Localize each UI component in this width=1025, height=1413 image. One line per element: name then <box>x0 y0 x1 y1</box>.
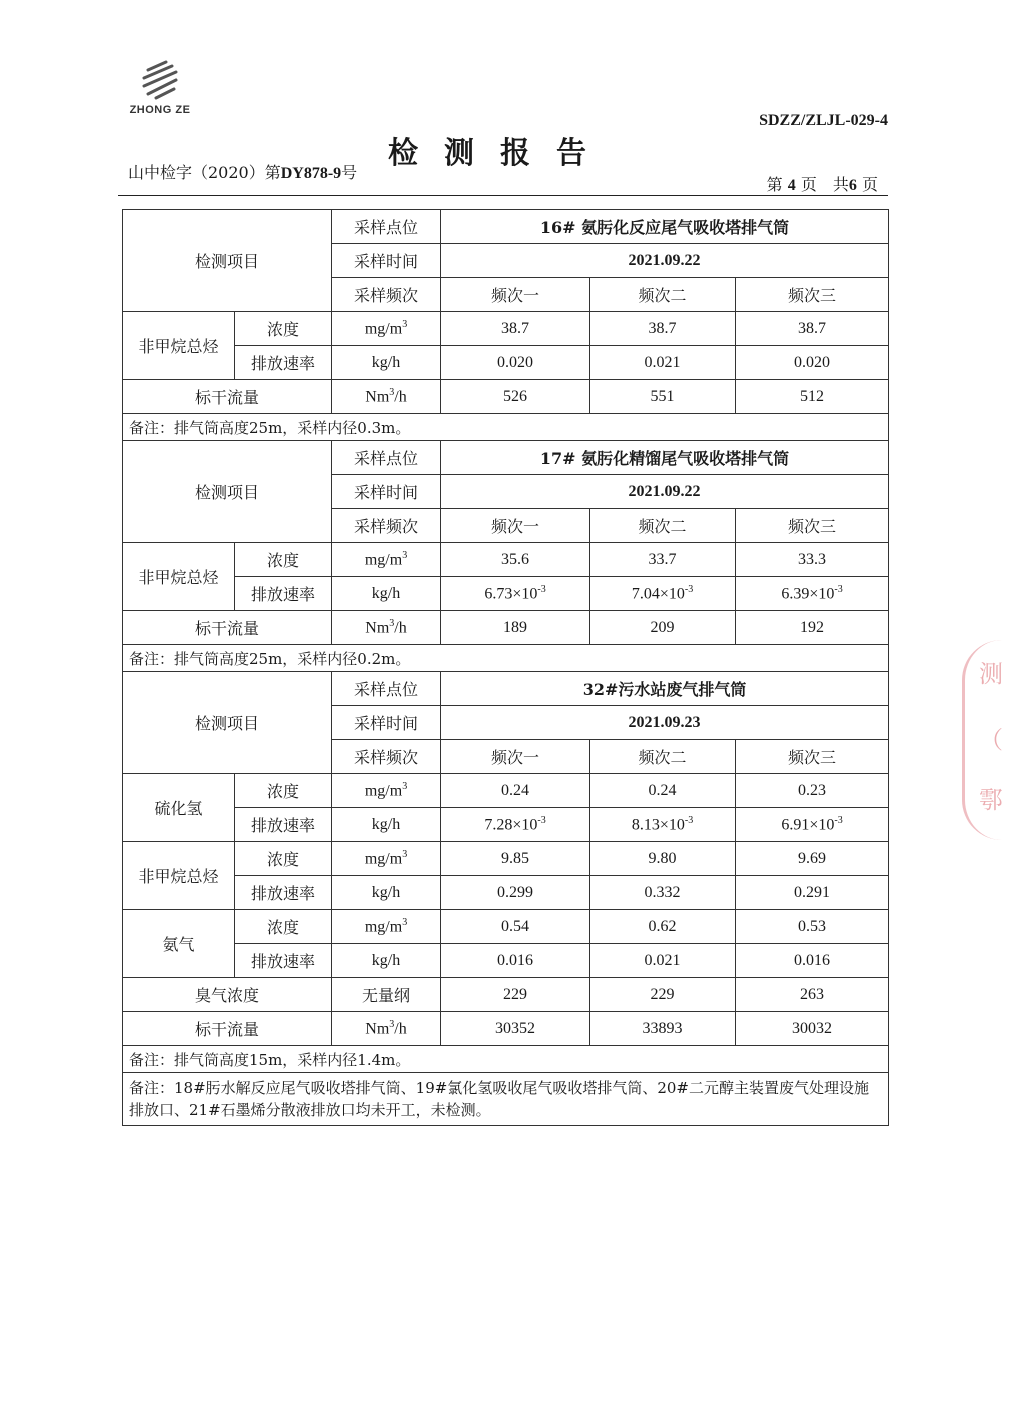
value-cell: 0.24 <box>441 774 590 808</box>
value-cell: 0.016 <box>736 944 889 978</box>
section2-flow-row <box>123 611 889 645</box>
unit-rate: kg/h <box>332 808 441 842</box>
time-label: 采样时间 <box>332 706 441 740</box>
value-cell: 526 <box>441 380 590 414</box>
unit-flow: Nm$^3$/h <box>332 380 441 414</box>
unit-conc: $mg/m^3$ <box>332 543 441 577</box>
flow-label: 标干流量 <box>123 1012 332 1046</box>
section2-nmhc-rate-row <box>123 577 889 611</box>
point-label: 采样点位 <box>332 210 441 244</box>
value-cell: 38.7 <box>590 312 736 346</box>
section1-note: 备注：排气筒高度25m，采样内径0.3m。 <box>123 414 889 441</box>
stamp-char: 测 <box>979 660 1003 688</box>
value-cell: 229 <box>590 978 736 1012</box>
value-cell: 0.24 <box>590 774 736 808</box>
nmhc-label: 非甲烷总烃 <box>123 312 235 380</box>
section1-flow-row <box>123 380 889 414</box>
value-cell: 33893 <box>590 1012 736 1046</box>
conc-label: 浓度 <box>235 312 332 346</box>
conc-label: 浓度 <box>235 774 332 808</box>
item-header: 检测项目 <box>123 210 332 312</box>
round-3-header: 频次三 <box>736 740 889 774</box>
section2-location-row <box>123 441 889 475</box>
value-cell: $6.39\times 10^{-3}$ <box>736 577 889 611</box>
value-cell: 229 <box>441 978 590 1012</box>
value-cell: 209 <box>590 611 736 645</box>
unit-rate: kg/h <box>332 577 441 611</box>
unit-conc: $mg/m^3$ <box>332 842 441 876</box>
section3-flow-row <box>123 1012 889 1046</box>
nmhc-label: 非甲烷总烃 <box>123 543 235 611</box>
value-cell: $7.28\times 10^{-3}$ <box>441 808 590 842</box>
value-cell: 263 <box>736 978 889 1012</box>
rate-label: 排放速率 <box>235 808 332 842</box>
stamp-char: 鄠 <box>979 786 1003 814</box>
value-cell: 30352 <box>441 1012 590 1046</box>
value-cell: 33.7 <box>590 543 736 577</box>
round-1-header: 频次一 <box>441 740 590 774</box>
value-cell: 551 <box>590 380 736 414</box>
value-cell: 35.6 <box>441 543 590 577</box>
section3-nh3-conc-row <box>123 910 889 944</box>
value-cell: 192 <box>736 611 889 645</box>
rate-label: 排放速率 <box>235 346 332 380</box>
round-1-header: 频次一 <box>441 278 590 312</box>
item-header: 检测项目 <box>123 441 332 543</box>
freq-label: 采样频次 <box>332 278 441 312</box>
section3-location: 32#污水站废气排气筒 <box>441 672 889 706</box>
unit-dimensionless: 无量纲 <box>332 978 441 1012</box>
header-divider <box>118 195 888 196</box>
round-2-header: 频次二 <box>590 740 736 774</box>
value-cell: 9.85 <box>441 842 590 876</box>
value-cell: 0.020 <box>736 346 889 380</box>
section1-note-row <box>123 414 889 441</box>
value-cell: $6.91\times 10^{-3}$ <box>736 808 889 842</box>
h2s-label: 硫化氢 <box>123 774 235 842</box>
round-2-header: 频次二 <box>590 509 736 543</box>
value-cell: 0.291 <box>736 876 889 910</box>
nh3-label: 氨气 <box>123 910 235 978</box>
value-cell: 33.3 <box>736 543 889 577</box>
freq-label: 采样频次 <box>332 509 441 543</box>
unit-rate: kg/h <box>332 944 441 978</box>
footer-note-row <box>123 1073 889 1126</box>
value-cell: 38.7 <box>736 312 889 346</box>
conc-label: 浓度 <box>235 910 332 944</box>
value-cell: 0.54 <box>441 910 590 944</box>
value-cell: 9.80 <box>590 842 736 876</box>
value-cell: 30032 <box>736 1012 889 1046</box>
unit-flow: Nm$^3$/h <box>332 1012 441 1046</box>
page-indicator: 第 4 页 共6 页 <box>766 175 878 194</box>
round-3-header: 频次三 <box>736 509 889 543</box>
point-label: 采样点位 <box>332 441 441 475</box>
section3-h2s-conc-row <box>123 774 889 808</box>
value-cell: 0.53 <box>736 910 889 944</box>
rate-label: 排放速率 <box>235 577 332 611</box>
conc-label: 浓度 <box>235 842 332 876</box>
form-code: SDZZ/ZLJL-029-4 <box>759 112 888 129</box>
section3-location-row <box>123 672 889 706</box>
value-cell: 0.020 <box>441 346 590 380</box>
value-cell: 0.016 <box>441 944 590 978</box>
unit-conc: $mg/m^3$ <box>332 774 441 808</box>
unit-rate: kg/h <box>332 346 441 380</box>
zhongze-logo-icon <box>138 58 182 102</box>
unit-conc: $mg/m^3$ <box>332 312 441 346</box>
value-cell: 0.23 <box>736 774 889 808</box>
flow-label: 标干流量 <box>123 380 332 414</box>
value-cell: 9.69 <box>736 842 889 876</box>
unit-rate: kg/h <box>332 876 441 910</box>
section1-date: 2021.09.22 <box>441 244 889 278</box>
value-cell: 0.62 <box>590 910 736 944</box>
freq-label: 采样频次 <box>332 740 441 774</box>
stamp-char: （ <box>979 726 1003 754</box>
value-cell: $8.13\times 10^{-3}$ <box>590 808 736 842</box>
section3-odor-row <box>123 978 889 1012</box>
odor-label: 臭气浓度 <box>123 978 332 1012</box>
footer-note: 备注：18#肟水解反应尾气吸收塔排气筒、19#氯化氢吸收尾气吸收塔排气筒、20#二元醇主装置废气处理设施排放口、21#石墨烯分散液排放口均未开工，未检测。 <box>123 1073 889 1126</box>
page-title: 检测报告 <box>388 136 612 171</box>
section2-nmhc-conc-row <box>123 543 889 577</box>
section1-location-row <box>123 210 889 244</box>
section3-nh3-rate-row <box>123 944 889 978</box>
time-label: 采样时间 <box>332 475 441 509</box>
value-cell: 189 <box>441 611 590 645</box>
section3-note-row <box>123 1046 889 1073</box>
section1-location: 16# 氨肟化反应尾气吸收塔排气筒 <box>441 210 889 244</box>
value-cell: 0.021 <box>590 346 736 380</box>
unit-flow: Nm$^3$/h <box>332 611 441 645</box>
section2-note: 备注：排气筒高度25m，采样内径0.2m。 <box>123 645 889 672</box>
point-label: 采样点位 <box>332 672 441 706</box>
test-results-table <box>122 209 889 1126</box>
section1-nmhc-conc-row <box>123 312 889 346</box>
round-1-header: 频次一 <box>441 509 590 543</box>
company-logo <box>120 58 200 116</box>
value-cell: 512 <box>736 380 889 414</box>
value-cell: 38.7 <box>441 312 590 346</box>
value-cell: $7.04\times 10^{-3}$ <box>590 577 736 611</box>
nmhc-label: 非甲烷总烃 <box>123 842 235 910</box>
section3-nmhc-conc-row <box>123 842 889 876</box>
section3-h2s-rate-row <box>123 808 889 842</box>
section2-note-row <box>123 645 889 672</box>
time-label: 采样时间 <box>332 244 441 278</box>
section2-date: 2021.09.22 <box>441 475 889 509</box>
rate-label: 排放速率 <box>235 876 332 910</box>
section1-nmhc-rate-row <box>123 346 889 380</box>
section3-nmhc-rate-row <box>123 876 889 910</box>
seal-stamp <box>962 640 1025 840</box>
section3-date: 2021.09.23 <box>441 706 889 740</box>
value-cell: 0.332 <box>590 876 736 910</box>
rate-label: 排放速率 <box>235 944 332 978</box>
section2-location: 17# 氨肟化精馏尾气吸收塔排气筒 <box>441 441 889 475</box>
conc-label: 浓度 <box>235 543 332 577</box>
value-cell: 0.021 <box>590 944 736 978</box>
round-3-header: 频次三 <box>736 278 889 312</box>
flow-label: 标干流量 <box>123 611 332 645</box>
round-2-header: 频次二 <box>590 278 736 312</box>
report-number: 山中检字（2020）第DY878-9号 <box>128 163 358 182</box>
unit-conc: $mg/m^3$ <box>332 910 441 944</box>
logo-text: ZHONG ZE <box>129 104 191 116</box>
item-header: 检测项目 <box>123 672 332 774</box>
value-cell: $6.73\times 10^{-3}$ <box>441 577 590 611</box>
value-cell: 0.299 <box>441 876 590 910</box>
section3-note: 备注：排气筒高度15m，采样内径1.4m。 <box>123 1046 889 1073</box>
